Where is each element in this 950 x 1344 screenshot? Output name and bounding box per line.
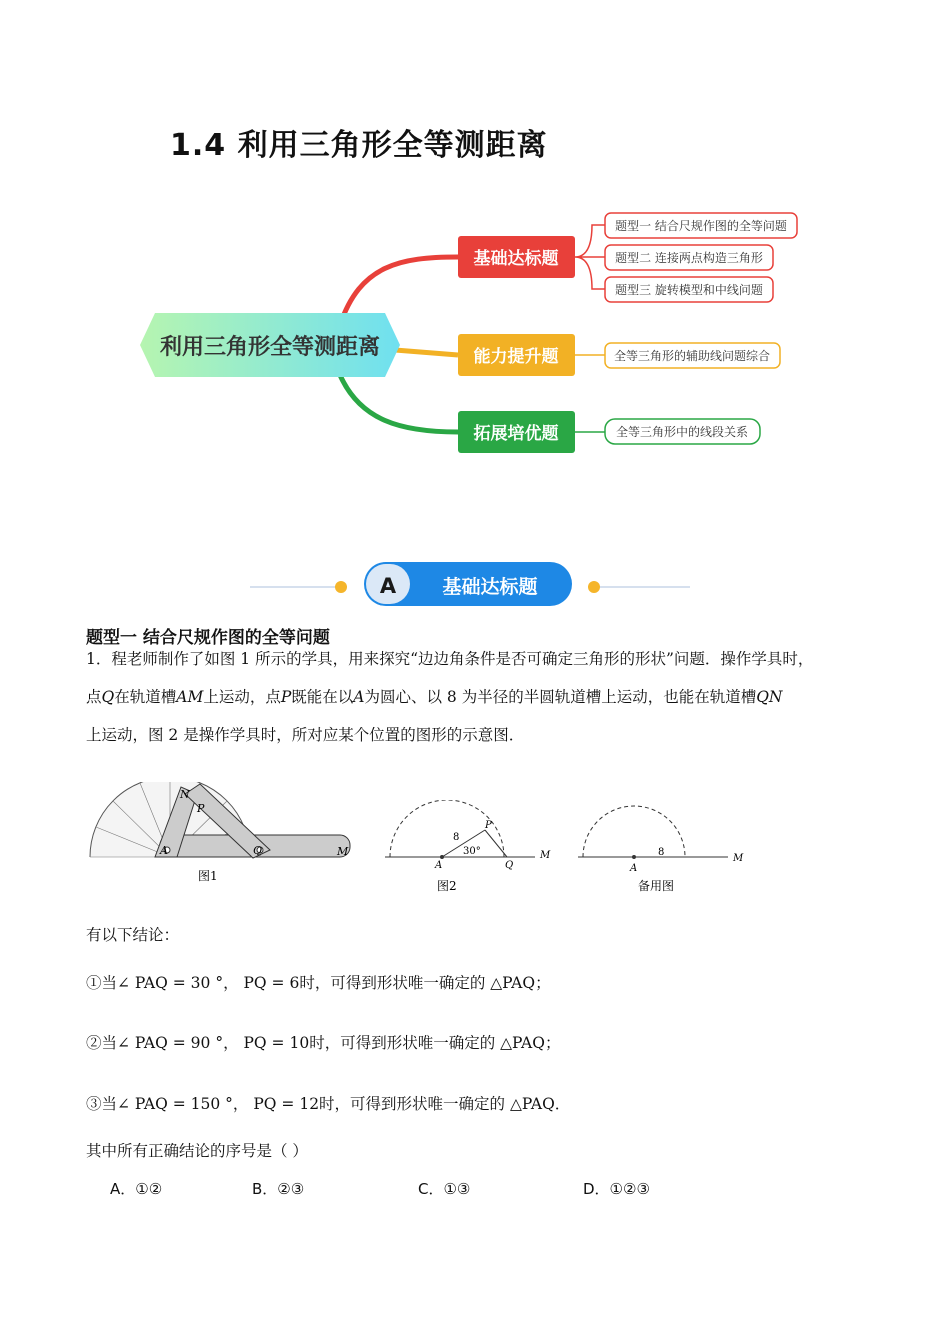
leaf-3-1: 全等三角形中的线段关系 [615, 425, 749, 439]
conclusion-2: ②当∠ PAQ = 90 °， PQ = 10时，可得到形状唯一确定的 △PAQ； [86, 1034, 561, 1052]
section-banner [250, 558, 700, 610]
svg-text:图1: 图1 [198, 869, 218, 883]
leaf-2-1: 全等三角形的辅助线问题综合 [613, 349, 771, 363]
option-c[interactable]: C．①③ [418, 1180, 471, 1198]
svg-text:M: M [733, 853, 744, 864]
problem-line-3: 上运动，图 2 是操作学具时，所对应某个位置的图形的示意图． [86, 726, 525, 744]
section-title: 题型一 结合尺规作图的全等问题 [86, 628, 330, 648]
svg-text:N: N [180, 788, 190, 801]
figure-1 [85, 782, 360, 892]
svg-text:Q: Q [253, 844, 263, 857]
svg-text:8: 8 [453, 832, 460, 843]
option-a[interactable]: A．①② [110, 1180, 163, 1198]
branch-2-label: 能力提升题 [473, 347, 559, 367]
svg-text:P: P [485, 820, 492, 831]
question: 其中所有正确结论的序号是（ ） [86, 1142, 308, 1160]
leaf-1-1: 题型一 结合尺规作图的全等问题 [615, 219, 787, 233]
svg-text:备用图: 备用图 [638, 879, 675, 893]
branch-3-label: 拓展培优题 [473, 424, 559, 444]
svg-text:8: 8 [658, 847, 665, 858]
svg-text:Q: Q [505, 860, 514, 871]
branch-1-label: 基础达标题 [473, 249, 559, 269]
banner-letter: A [379, 574, 397, 598]
svg-text:A: A [435, 860, 443, 871]
svg-text:A: A [630, 863, 638, 874]
problem-line-1: 1．程老师制作了如图 1 所示的学具，用来探究“边边角条件是否可确定三角形的形状”问题．操作学具时， [86, 650, 814, 668]
conclusions-lead: 有以下结论： [86, 926, 180, 944]
banner-label: 基础达标题 [442, 576, 538, 598]
mind-map [0, 195, 950, 475]
leaf-1-2: 题型二 连接两点构造三角形 [615, 251, 763, 265]
leaf-1-3: 题型三 旋转模型和中线问题 [615, 283, 763, 297]
problem-line-2: 点Q在轨道槽AM上运动，点P既能在以A为圆心、以 8 为半径的半圆轨道槽上运动，也能在轨道槽QN [86, 688, 783, 706]
conclusion-1: ①当∠ PAQ = 30 °， PQ = 6时，可得到形状唯一确定的 △PAQ； [86, 974, 551, 992]
svg-text:图2: 图2 [437, 879, 457, 893]
figure-3 [578, 800, 753, 895]
mindmap-center: 利用三角形全等测距离 [159, 335, 381, 360]
svg-text:M: M [540, 850, 551, 861]
option-d[interactable]: D．①②③ [583, 1180, 650, 1198]
svg-text:30°: 30° [463, 846, 481, 857]
page-title: 1.4 利用三角形全等测距离 [170, 128, 548, 163]
svg-text:A: A [160, 844, 168, 857]
option-b[interactable]: B．②③ [252, 1180, 305, 1198]
figure-2 [385, 800, 560, 895]
conclusion-3: ③当∠ PAQ = 150 °， PQ = 12时，可得到形状唯一确定的 △PAQ． [86, 1095, 571, 1113]
svg-text:P: P [197, 802, 205, 815]
svg-text:M: M [337, 845, 349, 858]
